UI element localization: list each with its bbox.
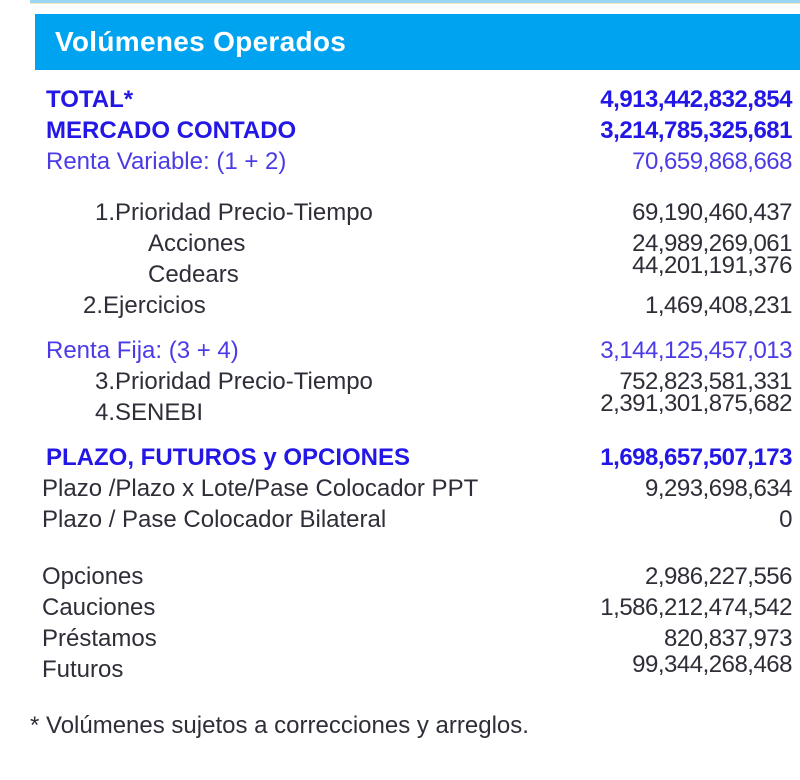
row-label: PLAZO, FUTUROS y OPCIONES	[46, 444, 411, 471]
table-row	[42, 592, 792, 623]
row-value: 69,190,460,437	[632, 199, 792, 226]
row-label: Plazo / Pase Colocador Bilateral	[42, 506, 387, 533]
row-value: 70,659,868,668	[632, 148, 792, 175]
row-label: Renta Fija: (3 + 4)	[46, 337, 239, 364]
table-group	[42, 335, 792, 428]
row-label: 4.SENEBI	[95, 399, 204, 426]
row-label: Préstamos	[42, 625, 157, 652]
row-value: 1,469,408,231	[645, 292, 792, 319]
row-label: 2.Ejercicios	[83, 292, 206, 319]
row-value: 3,214,785,325,681	[600, 117, 792, 144]
section-header	[35, 14, 800, 70]
row-label: Plazo /Plazo x Lote/Pase Colocador PPT	[42, 475, 479, 502]
table-row	[42, 84, 792, 115]
table-row	[42, 290, 792, 321]
row-value: 9,293,698,634	[645, 475, 792, 502]
row-label: MERCADO CONTADO	[46, 117, 297, 144]
table-row	[42, 252, 792, 290]
table-group	[42, 84, 792, 177]
row-value: 752,823,581,331	[619, 368, 792, 395]
row-label: Renta Variable: (1 + 2)	[46, 148, 287, 175]
table-group	[42, 197, 792, 321]
row-value: 3,144,125,457,013	[600, 337, 792, 364]
row-value: 24,989,269,061	[632, 230, 792, 257]
table-row	[42, 442, 792, 473]
row-label: Acciones	[148, 230, 246, 257]
table-row	[42, 390, 792, 428]
table-group	[42, 561, 792, 685]
row-value: 44,201,191,376	[632, 252, 792, 279]
table-row	[42, 335, 792, 366]
row-label: 1.Prioridad Precio-Tiempo	[95, 199, 373, 226]
row-label: Cedears	[148, 261, 239, 288]
table-row	[42, 561, 792, 592]
row-label: 3.Prioridad Precio-Tiempo	[95, 368, 373, 395]
row-value: 99,344,268,468	[632, 651, 792, 678]
page-title: Volúmenes Operados	[55, 26, 347, 57]
table-row	[42, 651, 792, 685]
row-value: 1,698,657,507,173	[600, 444, 792, 471]
row-value: 2,391,301,875,682	[600, 390, 792, 417]
row-label: Opciones	[42, 563, 144, 590]
row-label: Cauciones	[42, 594, 156, 621]
row-label: TOTAL*	[46, 86, 134, 113]
row-value: 4,913,442,832,854	[600, 86, 792, 113]
volumes-table	[42, 84, 792, 685]
top-divider	[30, 0, 800, 4]
row-value: 0	[779, 506, 792, 533]
row-label: Futuros	[42, 656, 124, 683]
table-row	[42, 504, 792, 535]
table-group	[42, 442, 792, 535]
table-row	[42, 115, 792, 146]
row-value: 2,986,227,556	[645, 563, 792, 590]
row-value: 820,837,973	[664, 625, 792, 652]
table-row	[42, 473, 792, 504]
table-row	[42, 197, 792, 228]
row-value: 1,586,212,474,542	[600, 594, 792, 621]
footnote: * Volúmenes sujetos a correcciones y arreglos.	[30, 712, 529, 739]
table-row	[42, 146, 792, 177]
